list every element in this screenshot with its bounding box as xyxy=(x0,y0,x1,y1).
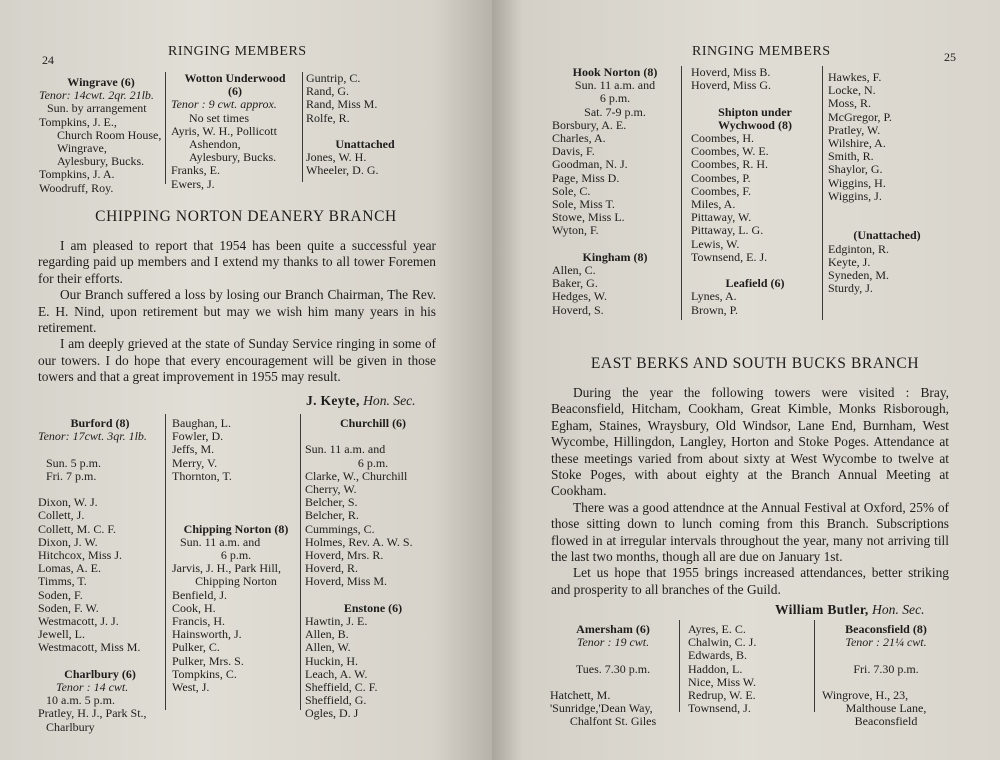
member-line: Belcher, R. xyxy=(305,508,359,523)
running-head: RINGING MEMBERS xyxy=(692,44,831,59)
member-line: 10 a.m. 5 p.m. xyxy=(46,693,115,708)
member-line: No set times xyxy=(189,110,249,125)
member-line: Pratley, W. xyxy=(828,122,881,137)
member-line: Guntrip, C. xyxy=(306,71,361,85)
member-line: Dixon, J. W. xyxy=(38,534,98,549)
tower-column xyxy=(552,66,678,317)
tower-column xyxy=(550,623,676,729)
member-line: Jarvis, J. H., Park Hill, xyxy=(172,561,281,576)
member-line: Sun. 5 p.m. xyxy=(46,455,102,470)
member-line: Smith, R. xyxy=(828,149,874,164)
member-line: Beaconsfield xyxy=(854,714,918,729)
member-line: Hoverd, Miss M. xyxy=(305,574,388,589)
member-line: Fri. 7 p.m. xyxy=(46,468,97,483)
member-line: Fri. 7.30 p.m. xyxy=(853,661,919,676)
report-paragraph: Let us hope that 1955 brings increased attendances, better striking and prosperity to all branches of the Guild. xyxy=(551,565,949,597)
member-line: Westmacott, J. J. xyxy=(38,614,119,629)
member-line: Hawkes, F. xyxy=(828,70,882,84)
member-line: Haddon, L. xyxy=(688,661,743,676)
member-line: Ashendon, xyxy=(189,137,241,152)
member-line: 6 p.m. xyxy=(220,548,252,563)
member-line: Church Room House, xyxy=(57,127,162,142)
member-line: Lomas, A. E. xyxy=(38,561,101,576)
member-line: Sturdy, J. xyxy=(828,281,873,296)
member-line: Francis, H. xyxy=(172,614,225,629)
member-line: Tues. 7.30 p.m. xyxy=(575,661,651,676)
tower-heading: Shipton under xyxy=(718,104,792,119)
report-paragraph: I am pleased to report that 1954 has been quite a successful year regarding paid up members and I extend my thanks to all tower Foremen for their efforts. xyxy=(38,238,436,286)
member-line: Soden, F. W. xyxy=(38,600,99,615)
member-line: Tenor: 14cwt. 2qr. 21lb. xyxy=(39,88,154,103)
member-line: Sun. 11 a.m. and xyxy=(574,78,656,93)
member-line: Tompkins, J. A. xyxy=(39,167,115,182)
member-line: Pittaway, W. xyxy=(691,210,752,225)
member-line: Wiggins, H. xyxy=(828,175,886,190)
report-paragraph: I am deeply grieved at the state of Sunday Service ringing in some of our towers. I do hope that every encouragement will be given in those towers and that a great improvement in 1955 may result. xyxy=(38,336,436,385)
branch-heading: CHIPPING NORTON DEANERY BRANCH xyxy=(95,208,397,225)
member-line: Hoverd, R. xyxy=(305,561,358,576)
member-line: Dixon, W. J. xyxy=(38,495,98,510)
member-line: Wiggins, J. xyxy=(828,188,882,203)
member-line: Goodman, N. J. xyxy=(552,157,628,172)
column-rule xyxy=(302,72,303,182)
member-line: Woodruff, Roy. xyxy=(39,180,114,195)
tower-heading: Kingham (8) xyxy=(582,249,648,264)
tower-heading: Burford (8) xyxy=(70,416,130,430)
member-line: Clarke, W., Churchill xyxy=(305,468,408,483)
member-line: Stowe, Miss L. xyxy=(552,210,625,225)
member-line: Charles, A. xyxy=(552,131,606,146)
tower-column xyxy=(172,417,300,694)
column-rule xyxy=(822,66,823,320)
member-line: Pittaway, L. G. xyxy=(691,223,764,238)
signature xyxy=(306,393,416,409)
member-line xyxy=(172,483,300,496)
tower-heading: Charlbury (6) xyxy=(64,666,136,681)
member-line: Townsend, E. J. xyxy=(691,249,768,264)
report-paragraph: There was a good attendnce at the Annual Festival at Oxford, 25% of those sitting down to lunch coming from this Branch. Subscriptions flowed in at irregular intervals throughout the year, many not arriving till the last two months, though all are due on January 1st. xyxy=(551,499,949,565)
member-line: Aylesbury, Bucks. xyxy=(57,154,145,169)
member-line: Jewell, L. xyxy=(38,627,85,642)
member-line: Sun. 11 a.m. and xyxy=(180,534,261,549)
member-line: Tompkins, J. E., xyxy=(39,114,117,129)
column-rule xyxy=(679,620,680,712)
member-line: Cummings, C. xyxy=(305,521,375,536)
member-line: Leach, A. W. xyxy=(305,666,368,681)
member-line xyxy=(172,509,300,522)
member-line: Westmacott, Miss M. xyxy=(38,640,141,655)
member-line: Collett, M. C. F. xyxy=(38,521,117,536)
member-line: Hoverd, Miss G. xyxy=(691,78,771,93)
member-line: Moss, R. xyxy=(828,96,872,111)
member-line: Cherry, W. xyxy=(305,482,357,497)
member-line: Pratley, H. J., Park St., xyxy=(38,706,147,721)
member-line: Hainsworth, J. xyxy=(172,627,242,642)
member-line: Hitchcox, Miss J. xyxy=(38,548,122,563)
member-line: Belcher, S. xyxy=(305,495,358,510)
member-line: Jones, W. H. xyxy=(306,150,367,165)
tower-column xyxy=(306,72,424,178)
member-line: Rand, G. xyxy=(306,84,349,99)
member-line: West, J. xyxy=(172,680,210,695)
tower-heading: Wotton Underwood xyxy=(184,71,286,85)
page-number: 25 xyxy=(944,50,956,64)
member-line: Allen, W. xyxy=(305,640,351,655)
member-line: Ewers, J. xyxy=(171,176,215,191)
member-line: Nice, Miss W. xyxy=(688,674,757,689)
tower-heading: (6) xyxy=(228,84,242,99)
member-line: 'Sunridge,'Dean Way, xyxy=(550,701,653,716)
member-line: Coombes, P. xyxy=(691,170,751,185)
member-line: Wyton, F. xyxy=(552,223,599,238)
member-line: Tenor : 9 cwt. approx. xyxy=(171,97,277,112)
member-line xyxy=(550,649,676,662)
member-line: Huckin, H. xyxy=(305,653,358,668)
member-line: Wingrove, H., 23, xyxy=(822,688,909,703)
signature-name: William Butler, xyxy=(775,602,869,617)
member-line: Edwards, B. xyxy=(688,648,747,663)
tower-heading: Enstone (6) xyxy=(343,600,403,615)
member-line: Keyte, J. xyxy=(828,254,871,269)
member-line xyxy=(691,92,819,105)
report-paragraph: During the year the following towers were visited : Bray, Beaconsfield, Hitcham, Cookham, Great Kimble, Monks Risborough, Egham, Staines, Wraysbury, Old Windsor, Lane End, Burnham, West Wycombe, Hillingdon, Langley, Horton and Stoke Poges. Attendance at these meetings varied from about sixty at West Wycombe to twelve at Stoke Poges, with about eighty at the Branch Annual Meeting at Cookham. xyxy=(551,385,949,499)
running-head: RINGING MEMBERS xyxy=(168,44,307,59)
member-line: Shaylor, G. xyxy=(828,162,883,177)
signature-role: Hon. Sec. xyxy=(872,602,925,617)
member-line: Hoverd, S. xyxy=(552,302,604,317)
member-line: Soden, F. xyxy=(38,587,83,602)
tower-column xyxy=(828,71,946,295)
member-line xyxy=(822,649,950,662)
member-line xyxy=(38,655,162,668)
member-line: Coombes, W. E. xyxy=(691,144,769,159)
member-line: Davis, F. xyxy=(552,144,595,159)
member-line xyxy=(172,496,300,509)
column-rule xyxy=(165,72,166,184)
tower-heading: Churchill (6) xyxy=(339,416,407,430)
member-line: Coombes, R. H. xyxy=(691,157,769,172)
member-line: Miles, A. xyxy=(691,197,736,212)
member-line: Aylesbury, Bucks. xyxy=(189,150,277,165)
tower-heading: Wingrave (6) xyxy=(67,75,135,89)
member-line: Ogles, D. J xyxy=(305,706,359,721)
tower-heading: Chipping Norton (8) xyxy=(183,521,289,536)
column-rule xyxy=(165,414,166,710)
member-line: Hoverd, Mrs. R. xyxy=(305,548,384,563)
member-line: Pulker, Mrs. S. xyxy=(172,653,244,668)
member-line: Thornton, T. xyxy=(172,468,232,483)
member-line: Chalwin, C. J. xyxy=(688,635,757,650)
member-line: McGregor, P. xyxy=(828,109,892,124)
member-line: Hawtin, J. E. xyxy=(305,614,368,629)
member-line: Baughan, L. xyxy=(172,416,231,430)
tower-heading: Amersham (6) xyxy=(576,622,650,636)
member-line: Townsend, J. xyxy=(688,701,751,716)
page-number: 24 xyxy=(42,53,54,67)
right-page xyxy=(492,0,1000,760)
member-line: Timms, T. xyxy=(38,574,87,589)
column-rule xyxy=(300,414,301,710)
member-line: Hedges, W. xyxy=(552,289,607,304)
member-line: Lewis, W. xyxy=(691,236,740,251)
signature-role: Hon. Sec. xyxy=(363,393,416,408)
member-line: Allen, B. xyxy=(305,627,349,642)
member-line: Coombes, H. xyxy=(691,131,754,146)
tower-heading: Beaconsfield (8) xyxy=(845,622,927,636)
member-line: Rolfe, R. xyxy=(306,110,350,125)
member-line: Redrup, W. E. xyxy=(688,688,756,703)
branch-heading: EAST BERKS AND SOUTH BUCKS BRANCH xyxy=(590,355,920,372)
member-line: Lynes, A. xyxy=(691,289,737,304)
member-line: Fowler, D. xyxy=(172,429,224,444)
member-line: Coombes, F. xyxy=(691,183,752,198)
member-line: Merry, V. xyxy=(172,455,218,470)
member-line xyxy=(828,203,946,216)
member-line: Sole, C. xyxy=(552,183,591,198)
member-line: Sat. 7-9 p.m. xyxy=(584,104,646,119)
member-line xyxy=(552,238,678,251)
tower-heading: Unattached xyxy=(335,137,395,152)
tower-heading: Hook Norton (8) xyxy=(572,65,658,79)
member-line: Holmes, Rev. A. W. S. xyxy=(305,534,413,549)
member-line: Wilshire, A. xyxy=(828,136,886,151)
left-page xyxy=(0,0,492,760)
member-line: Malthouse Lane, xyxy=(845,701,927,716)
member-line xyxy=(305,589,441,602)
member-line: Wheeler, D. G. xyxy=(306,163,379,178)
tower-column xyxy=(691,66,819,317)
member-line: Hatchett, M. xyxy=(550,688,611,703)
tower-column xyxy=(688,623,812,715)
member-line: Chipping Norton xyxy=(195,574,277,589)
member-line: Tenor : 19 cwt. xyxy=(576,635,650,650)
member-line: Wingrave, xyxy=(57,141,107,156)
column-rule xyxy=(814,620,815,712)
report-paragraph: Our Branch suffered a loss by losing our Branch Chairman, The Rev. E. H. Nind, upon retirement but may we wish him many years in his retirement. xyxy=(38,287,436,336)
branch-report xyxy=(551,385,949,598)
member-line: Allen, C. xyxy=(552,263,596,278)
signature xyxy=(775,602,925,618)
member-line: Cook, H. xyxy=(172,600,216,615)
member-line: 6 p.m. xyxy=(599,91,631,106)
member-line: Brown, P. xyxy=(691,302,739,317)
member-line: Sheffield, C. F. xyxy=(305,680,378,695)
member-line: Pulker, C. xyxy=(172,640,220,655)
tower-column xyxy=(305,417,441,721)
member-line: Rand, Miss M. xyxy=(306,97,378,112)
tower-heading: Leafield (6) xyxy=(725,276,785,291)
member-line: Tenor: 17cwt. 3qr. 1lb. xyxy=(38,429,147,444)
tower-column xyxy=(39,76,163,195)
member-line: Charlbury xyxy=(46,719,95,734)
tower-column xyxy=(822,623,950,729)
member-line: Baker, G. xyxy=(552,276,598,291)
column-rule xyxy=(681,66,682,320)
tower-heading: (Unattached) xyxy=(853,228,921,243)
tower-column xyxy=(38,417,162,734)
member-line: Collett, J. xyxy=(38,508,85,523)
member-line: Syneden, M. xyxy=(828,268,889,283)
member-line: Franks, E. xyxy=(171,163,220,178)
member-line: 6 p.m. xyxy=(357,455,389,470)
member-line: Hoverd, Miss B. xyxy=(691,65,771,79)
member-line: Borsbury, A. E. xyxy=(552,117,627,132)
member-line: Tenor : 21¼ cwt. xyxy=(845,635,927,650)
member-line: Sun. by arrangement xyxy=(47,101,147,116)
member-line: Locke, N. xyxy=(828,83,876,98)
member-line: Ayris, W. H., Pollicott xyxy=(171,123,277,138)
member-line: Benfield, J. xyxy=(172,587,227,602)
branch-report xyxy=(38,238,436,386)
member-line: Sun. 11 a.m. and xyxy=(305,442,386,457)
member-line: Sheffield, G. xyxy=(305,693,367,708)
member-line: Tompkins, C. xyxy=(172,666,237,681)
tower-column xyxy=(171,72,299,191)
member-line: Edginton, R. xyxy=(828,241,890,256)
member-line: Ayres, E. C. xyxy=(688,622,746,636)
member-line: Jeffs, M. xyxy=(172,442,215,457)
signature-name: J. Keyte, xyxy=(306,393,360,408)
tower-heading: Wychwood (8) xyxy=(718,117,792,132)
member-line: Sole, Miss T. xyxy=(552,197,615,212)
member-line: Page, Miss D. xyxy=(552,170,620,185)
member-line: Tenor : 14 cwt. xyxy=(56,680,129,695)
member-line xyxy=(38,443,162,456)
member-line: Chalfont St. Giles xyxy=(569,714,657,729)
